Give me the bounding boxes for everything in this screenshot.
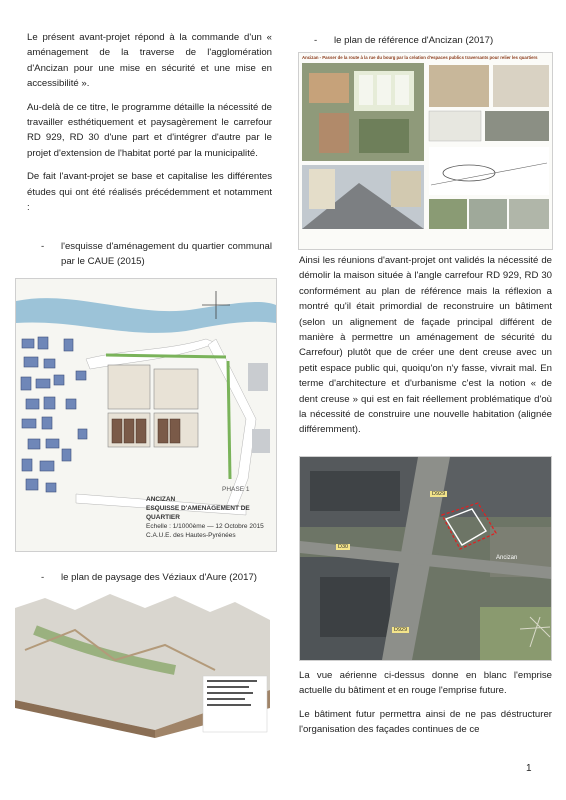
future-building-paragraph: Le bâtiment futur permettra ainsi de ne pas déstructurer l'organisation des façades continues de ce [299, 708, 552, 736]
intro-paragraph: Le présent avant-projet répond à la commande d'un « aménagement de la traverse de l'agglomération d'Ancizan pour une mise en sécurité et une mise en accessibilité ». [27, 32, 272, 90]
studies-paragraph: De fait l'avant-projet se base et capitalise les différentes études qui ont été réalisés précédemment et notamment : [27, 171, 272, 214]
reference-plan-header: Ancizan - Passer de la route à la rue du bourg par la création d'espaces publics traversants pour relier les quartiers [302, 55, 538, 60]
right-text-column [299, 253, 552, 446]
place-label: Ancizan [496, 555, 518, 561]
program-paragraph: Au-delà de ce titre, le programme détaille la nécessité de travailler esthétiquement et paysagèrement le carrefour RD 929, RD 30 d'une part et d'intégrer d'autre par le projet d'extension de l'habitat porté par la municipalité. [27, 101, 272, 159]
left-text-column [27, 30, 272, 223]
page-number: 1 [526, 763, 532, 774]
road-label-d30: D30 [338, 544, 349, 550]
reference-plan-drawings [299, 53, 552, 249]
plan-title: ESQUISSE D'AMENAGEMENT DE QUARTIER [146, 505, 250, 521]
road-label-d929-north: D929 [432, 491, 446, 497]
plan-cartouche [146, 486, 276, 540]
aerial-caption-paragraph: La vue aérienne ci-dessus donne en blanc l'emprise actuelle du bâtiment et en rouge l'emprise future. [299, 670, 552, 697]
plan-scale: Echelle : 1/1000ème — 12 Octobre 2015 [146, 523, 264, 530]
caue-sketch-plan [15, 278, 277, 552]
aerial-view [299, 456, 552, 661]
bullet-caue-text: l'esquisse d'aménagement du quartier communal par le CAUE (2015) [61, 241, 272, 267]
landscape-block-diagram [15, 590, 273, 738]
plan-phase: PHASE 1 [222, 486, 250, 493]
reference-plan-board [298, 52, 553, 250]
bullet-caue: - l'esquisse d'aménagement du quartier communal par le CAUE (2015) [41, 241, 272, 267]
bullet-reference: - le plan de référence d'Ancizan (2017) [318, 33, 548, 48]
plan-credit: C.A.U.E. des Hautes-Pyrénées [146, 532, 236, 539]
bullet-reference-text: le plan de référence d'Ancizan (2017) [334, 35, 494, 46]
right-text-after-aerial [299, 668, 552, 746]
bullet-veziaux-text: le plan de paysage des Véziaux d'Aure (2017) [61, 572, 257, 583]
bullet-veziaux: - le plan de paysage des Véziaux d'Aure (2017) [45, 570, 285, 585]
landscape-drawing [15, 590, 273, 738]
plan-title-place: ANCIZAN [146, 496, 176, 503]
road-label-d929-south: D929 [394, 627, 408, 633]
decision-paragraph: Ainsi les réunions d'avant-projet ont validés la nécessité de démolir la maison située à l'angle carrefour RD 929, RD 30 conformément au plan de référence mais la réflexion a montré qu'il était primordial de reconstruire un bâtiment (selon un alignement de façade principal différent de manière à permettre un aménagement de sécurité du Carrefour) plutôt que de créer une dent creuse avec un petit espace public qui, quoiqu'on n'y fasse, vivrait mal. En terme d'architecture et d'urbanisme c'est la notion « de dent creuse » qui est en fait réellement problématique d'où la nécessité de construire une nouvelle habitation (alignée différemment). [299, 255, 552, 436]
